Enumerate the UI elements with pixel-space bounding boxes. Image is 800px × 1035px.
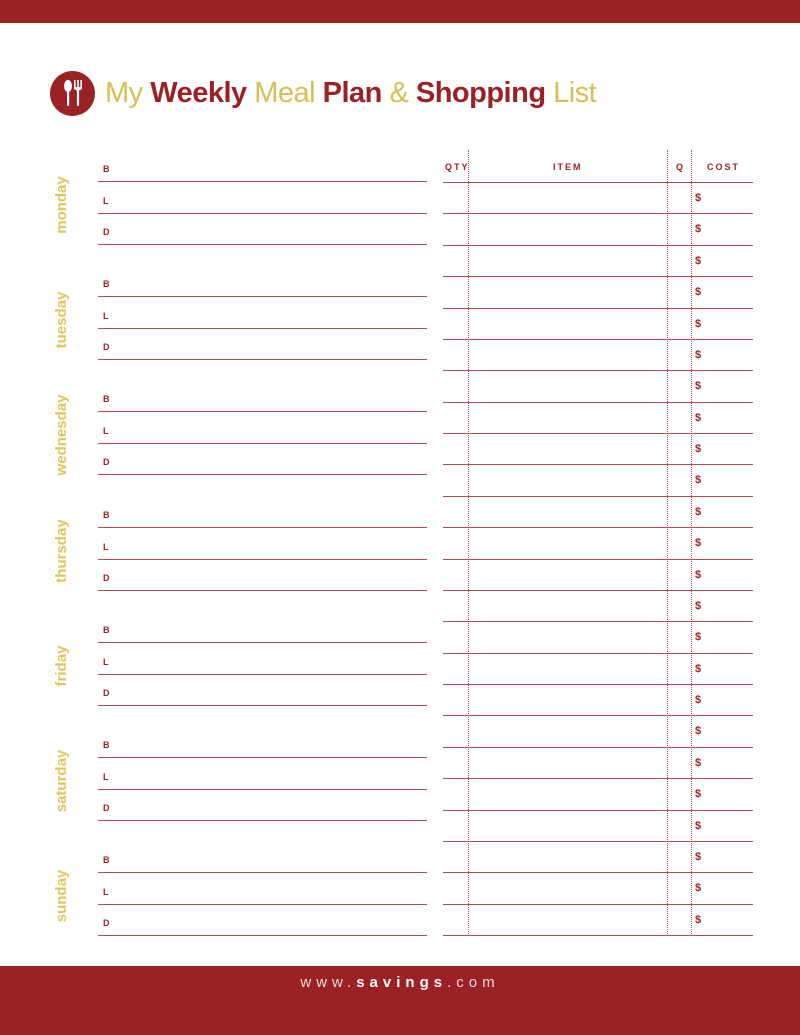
- shopping-row-line: [443, 872, 753, 873]
- meal-letter: B: [103, 279, 110, 289]
- footer-brand: savings: [356, 974, 448, 991]
- cost-currency: $: [695, 506, 702, 518]
- meal-letter: D: [103, 688, 110, 698]
- cost-currency: $: [695, 820, 702, 832]
- shopping-row-line: [443, 402, 753, 403]
- day-label-thursday: thursday: [53, 519, 70, 583]
- cost-currency: $: [695, 474, 702, 486]
- title-word: My: [105, 77, 143, 109]
- footer-url: [0, 973, 800, 993]
- shopping-row-line: [443, 276, 753, 277]
- shopping-row-line: [443, 747, 753, 748]
- cost-currency: $: [695, 380, 702, 392]
- shopping-row-line: [443, 904, 753, 905]
- column-divider: [468, 150, 469, 936]
- shopping-row-line: [443, 182, 753, 183]
- cost-currency: $: [695, 318, 702, 330]
- shopping-row-line: [443, 339, 753, 340]
- cost-currency: $: [695, 788, 702, 800]
- meal-row-tuesday-B[interactable]: [98, 277, 427, 297]
- title-word: &: [381, 77, 416, 109]
- meal-row-sunday-B[interactable]: [98, 853, 427, 873]
- meal-letter: L: [103, 541, 109, 552]
- col-header-cost: COST: [707, 162, 741, 172]
- top-banner: [0, 0, 800, 23]
- shopping-row-line: [443, 464, 753, 465]
- meal-letter: L: [103, 771, 109, 782]
- cost-currency: $: [695, 192, 702, 204]
- title-word: Shopping: [415, 77, 546, 109]
- meal-letter: L: [103, 886, 109, 897]
- meal-row-friday-L[interactable]: [98, 655, 427, 675]
- shopping-row-line: [443, 559, 753, 560]
- shopping-row-line: [443, 245, 753, 246]
- meal-row-wednesday-L[interactable]: [98, 424, 427, 444]
- column-divider: [667, 150, 668, 936]
- day-label-sunday: sunday: [53, 870, 70, 923]
- shopping-row-line: [443, 590, 753, 591]
- day-label-saturday: saturday: [53, 749, 70, 813]
- cost-currency: $: [695, 255, 702, 267]
- title-word: List: [545, 77, 597, 109]
- cost-currency: $: [695, 412, 702, 424]
- meal-letter: D: [103, 457, 110, 467]
- cost-currency: $: [695, 882, 702, 894]
- shopping-row-line: [443, 433, 753, 434]
- shopping-row-line: [443, 810, 753, 811]
- meal-letter: B: [103, 625, 110, 635]
- meal-letter: L: [103, 195, 109, 206]
- meal-letter: L: [103, 425, 109, 436]
- shopping-row-line: [443, 527, 753, 528]
- shopping-row-line: [443, 308, 753, 309]
- day-label-friday: friday: [53, 645, 70, 687]
- meal-row-monday-D[interactable]: [98, 225, 427, 245]
- meal-row-saturday-L[interactable]: [98, 770, 427, 790]
- shopping-row-line: [443, 778, 753, 779]
- shopping-row-line: [443, 841, 753, 842]
- col-header-item: ITEM: [553, 162, 583, 172]
- spoon-fork-icon: [50, 71, 95, 116]
- meal-row-thursday-D[interactable]: [98, 571, 427, 591]
- meal-letter: D: [103, 342, 110, 352]
- cost-currency: $: [695, 757, 702, 769]
- shopping-row-line: [443, 213, 753, 214]
- meal-letter: L: [103, 310, 109, 321]
- shopping-row-line: [443, 496, 753, 497]
- cost-currency: $: [695, 537, 702, 549]
- meal-letter: B: [103, 510, 110, 520]
- footer-suffix: .com: [447, 974, 500, 991]
- meal-row-monday-B[interactable]: [98, 162, 427, 182]
- col-header-q: Q: [676, 162, 686, 172]
- page-title: [105, 70, 596, 116]
- cost-currency: $: [695, 223, 702, 235]
- cost-currency: $: [695, 600, 702, 612]
- meal-letter: L: [103, 656, 109, 667]
- meal-row-tuesday-L[interactable]: [98, 309, 427, 329]
- cost-currency: $: [695, 663, 702, 675]
- page-header: [50, 70, 596, 116]
- meal-row-monday-L[interactable]: [98, 194, 427, 214]
- meal-letter: D: [103, 918, 110, 928]
- shopping-row-line: [443, 370, 753, 371]
- meal-row-thursday-B[interactable]: [98, 508, 427, 528]
- meal-row-wednesday-D[interactable]: [98, 455, 427, 475]
- meal-row-sunday-D[interactable]: [98, 916, 427, 936]
- day-label-wednesday: wednesday: [53, 394, 70, 476]
- title-word: Plan: [315, 77, 382, 109]
- cost-currency: $: [695, 569, 702, 581]
- meal-letter: D: [103, 803, 110, 813]
- meal-row-saturday-B[interactable]: [98, 738, 427, 758]
- cost-currency: $: [695, 914, 702, 926]
- meal-row-saturday-D[interactable]: [98, 801, 427, 821]
- title-word: Meal: [246, 77, 316, 109]
- meal-letter: D: [103, 227, 110, 237]
- meal-row-friday-D[interactable]: [98, 686, 427, 706]
- meal-letter: D: [103, 573, 110, 583]
- cost-currency: $: [695, 631, 702, 643]
- cost-currency: $: [695, 694, 702, 706]
- footer-prefix: www.: [300, 974, 357, 991]
- shopping-row-line: [443, 621, 753, 622]
- col-header-qty: QTY: [445, 162, 470, 172]
- cost-currency: $: [695, 349, 702, 361]
- meal-row-thursday-L[interactable]: [98, 540, 427, 560]
- shopping-row-line: [443, 715, 753, 716]
- title-word: Weekly: [142, 77, 247, 109]
- shopping-row-line: [443, 653, 753, 654]
- cost-currency: $: [695, 443, 702, 455]
- meal-letter: B: [103, 740, 110, 750]
- cost-currency: $: [695, 851, 702, 863]
- shopping-row-line: [443, 684, 753, 685]
- meal-letter: B: [103, 855, 110, 865]
- cost-currency: $: [695, 286, 702, 298]
- meal-letter: B: [103, 164, 110, 174]
- meal-row-tuesday-D[interactable]: [98, 340, 427, 360]
- meal-row-sunday-L[interactable]: [98, 885, 427, 905]
- day-label-tuesday: tuesday: [53, 291, 70, 349]
- shopping-row-line: [443, 935, 753, 936]
- meal-letter: B: [103, 394, 110, 404]
- day-label-monday: monday: [53, 176, 70, 235]
- meal-row-friday-B[interactable]: [98, 623, 427, 643]
- column-divider: [691, 150, 692, 936]
- meal-row-wednesday-B[interactable]: [98, 392, 427, 412]
- cost-currency: $: [695, 725, 702, 737]
